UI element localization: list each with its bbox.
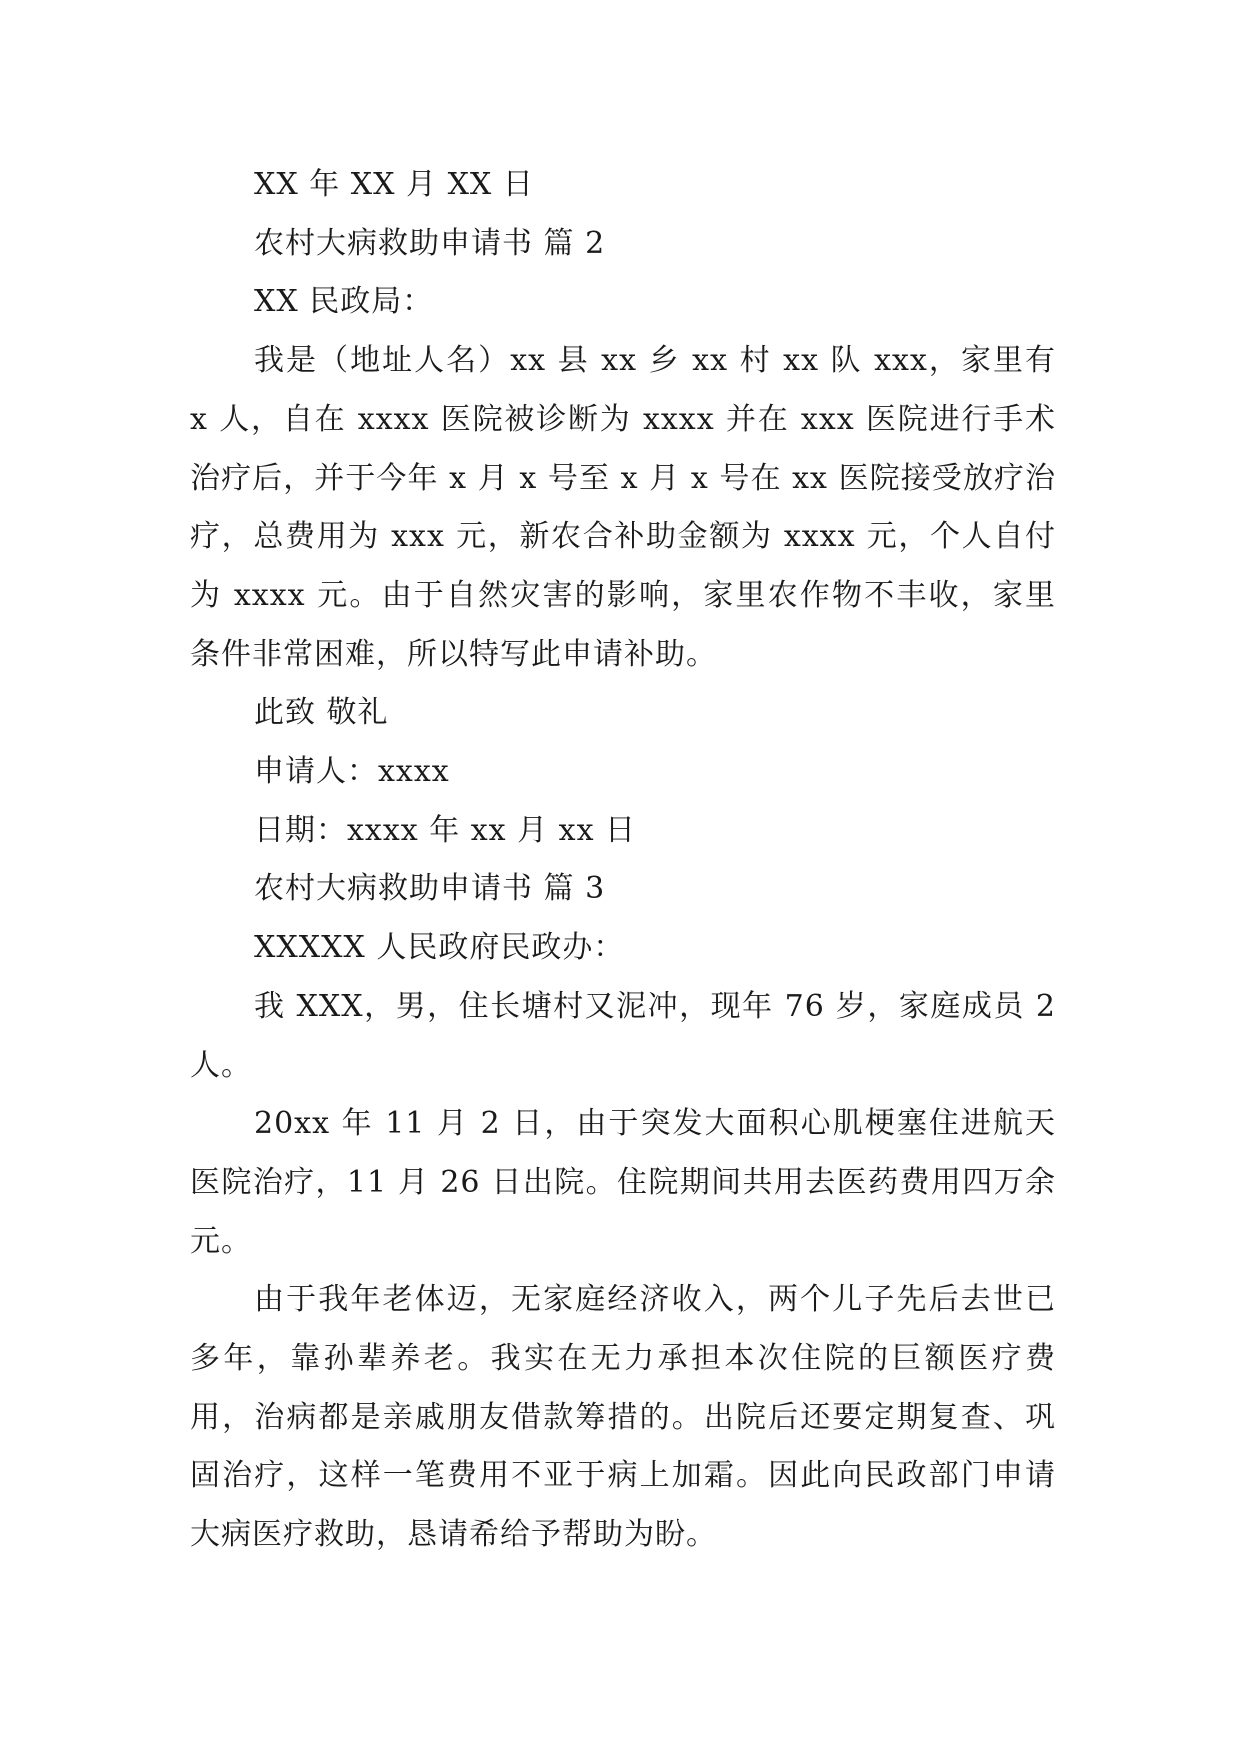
document-body <box>190 156 1056 1565</box>
recipient-line: XX 民政局： <box>254 284 434 320</box>
closing-salutation: 此致 敬礼 <box>254 695 389 731</box>
body-paragraph: 我 XXX，男，住长塘村又泥冲，现年 76 岁，家庭成员 2 人。 <box>190 988 1056 1083</box>
section-title-3: 农村大病救助申请书 篇 3 <box>254 871 606 907</box>
applicant-line: 申请人：xxxx <box>254 754 450 790</box>
body-paragraph: 由于我年老体迈，无家庭经济收入，两个儿子先后去世已多年，靠孙辈养老。我实在无力承担本次住院的巨额医疗费用，治病都是亲戚朋友借款筹措的。出院后还要定期复查、巩固治疗，这样一笔费用不亚于病上加霜。因此向民政部门申请大病医疗救助，恳请希给予帮助为盼。 <box>190 1282 1056 1553</box>
body-paragraph: 20xx 年 11 月 2 日，由于突发大面积心肌梗塞住进航天医院治疗，11 月 26 日出院。住院期间共用去医药费用四万余元。 <box>190 1106 1056 1259</box>
section-title-2: 农村大病救助申请书 篇 2 <box>254 225 606 261</box>
date-line: XX 年 XX 月 XX 日 <box>254 167 534 202</box>
body-paragraph: 我是（地址人名）xx 县 xx 乡 xx 村 xx 队 xxx，家里有 x 人，自在 xxxx 医院被诊断为 xxxx 并在 xxx 医院进行手术治疗后，并于今年 x 月 x 号至 x 月 x 号在 xx 医院接受放疗治疗，总费用为 xxx 元，新农合补助金额为 xxxx 元，个人自付为 xxxx 元。由于自然灾害的影响，家里农作物不丰收，家里条件非常困难，所以特写此申请补助。 <box>190 343 1056 672</box>
signature-date-line: 日期：xxxx 年 xx 月 xx 日 <box>254 812 637 848</box>
recipient-line: XXXXX 人民政府民政办： <box>254 930 625 966</box>
